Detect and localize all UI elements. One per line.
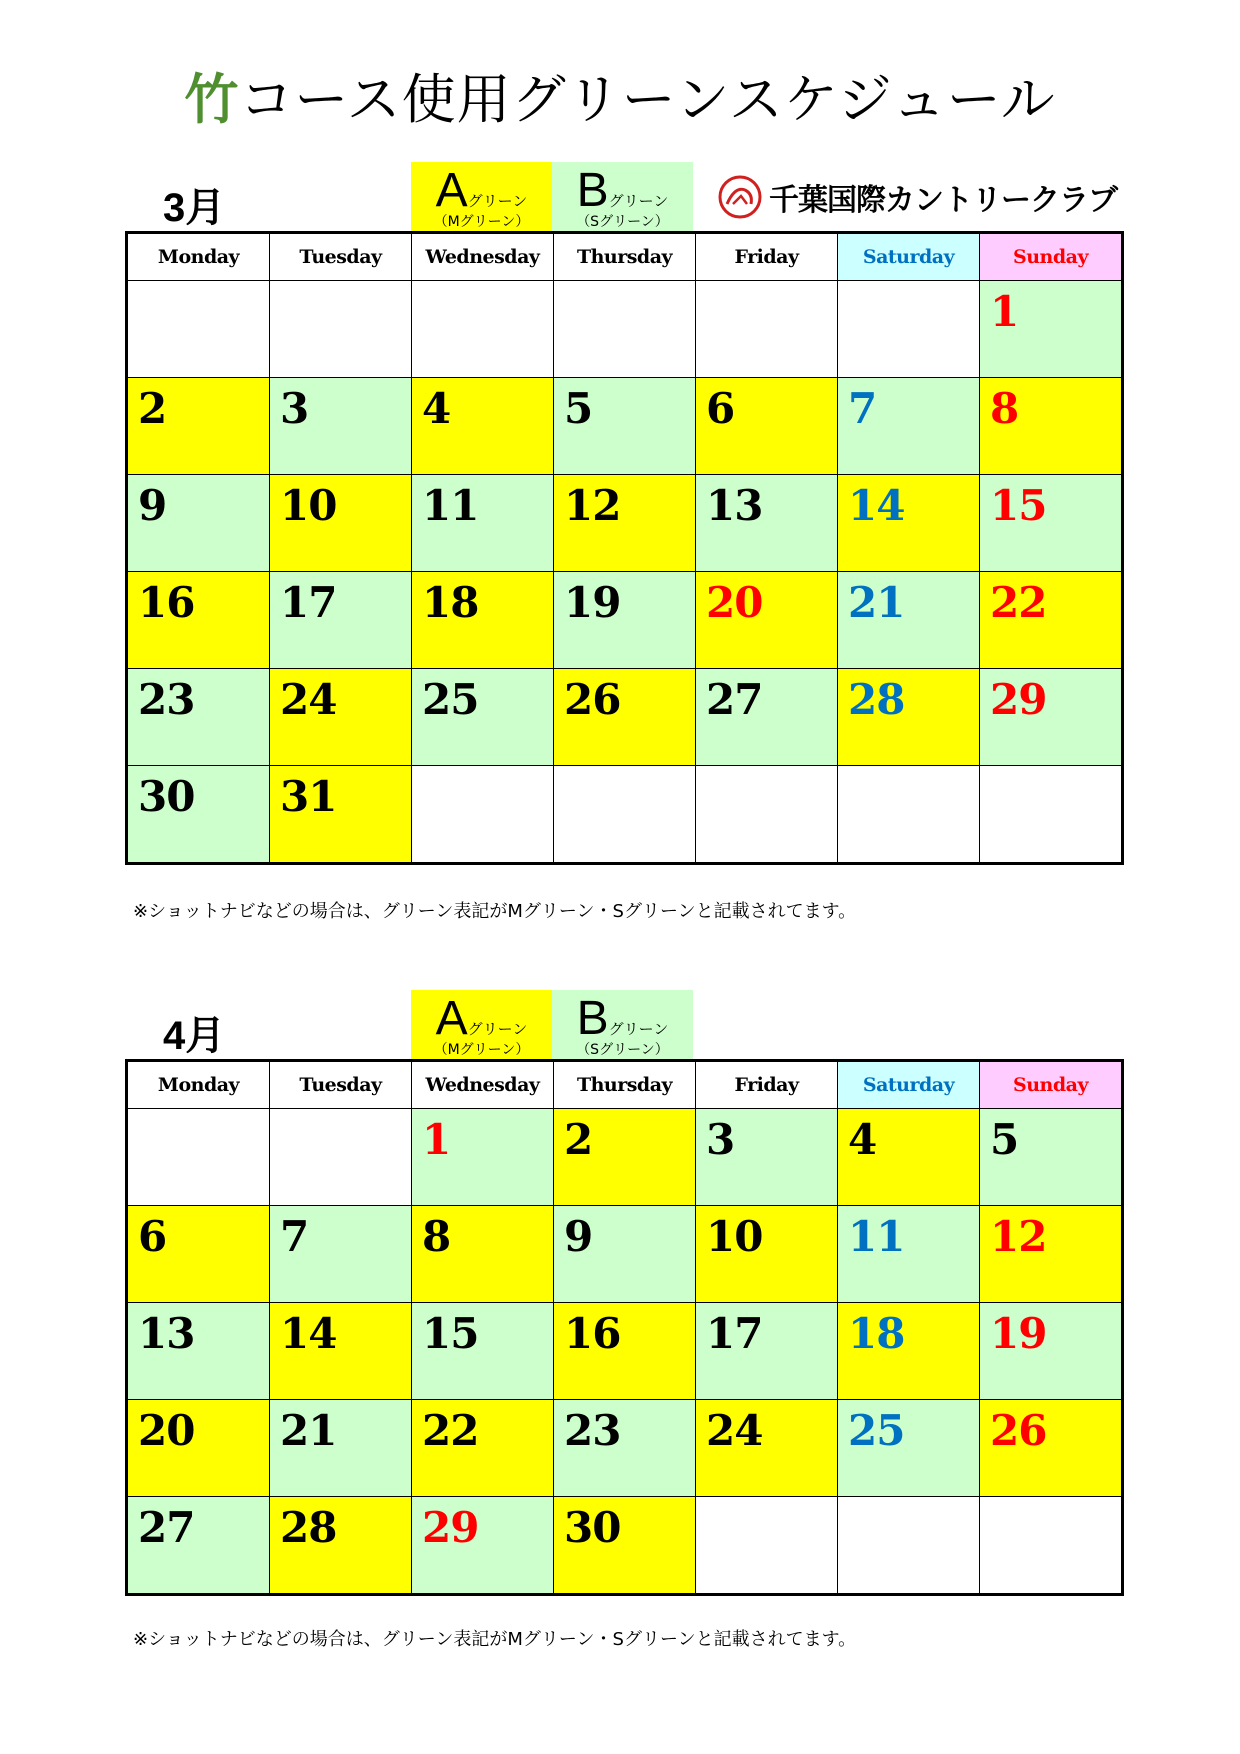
club-logo-text: 千葉国際カントリークラブ [769, 183, 1117, 218]
day-cell [696, 669, 838, 766]
day-number: 17 [706, 1309, 763, 1358]
day-cell [412, 572, 554, 669]
empty-cell [270, 281, 412, 378]
day-number: 1 [990, 287, 1019, 336]
day-number: 8 [422, 1212, 451, 1261]
empty-cell [838, 281, 980, 378]
empty-cell [270, 1109, 412, 1206]
empty-cell [696, 1497, 838, 1595]
day-cell [270, 378, 412, 475]
day-cell [838, 1109, 980, 1206]
day-cell [412, 1109, 554, 1206]
day-cell [554, 475, 696, 572]
day-cell [980, 572, 1123, 669]
day-cell [554, 1400, 696, 1497]
day-cell [980, 1109, 1123, 1206]
empty-cell [554, 281, 696, 378]
week-row [127, 281, 1123, 378]
empty-cell [696, 766, 838, 864]
day-cell [554, 1497, 696, 1595]
weekday-monday: Monday [127, 1061, 270, 1109]
week-row [127, 1303, 1123, 1400]
day-number: 27 [706, 675, 763, 724]
day-number: 13 [706, 481, 763, 530]
day-number: 16 [564, 1309, 621, 1358]
week-row [127, 378, 1123, 475]
day-number: 11 [422, 481, 479, 530]
day-number: 30 [564, 1503, 621, 1552]
day-cell [980, 281, 1123, 378]
day-cell [554, 1109, 696, 1206]
day-cell [127, 475, 270, 572]
weekday-wednesday: Wednesday [412, 1061, 554, 1109]
week-row [127, 1497, 1123, 1595]
legend-a-sub: （Mグリーン） [433, 1042, 530, 1058]
month-label: 4月 [163, 1014, 226, 1058]
day-number: 1 [422, 1115, 451, 1164]
note-text: ※ショットナビなどの場合は、グリーン表記がMグリーン・Sグリーンと記載されてます。 [133, 901, 857, 922]
weekday-sunday: Sunday [980, 1061, 1123, 1109]
day-cell [980, 1400, 1123, 1497]
club-emblem-icon [715, 174, 765, 220]
weekday-wednesday: Wednesday [412, 233, 554, 281]
day-number: 22 [990, 578, 1047, 627]
week-row [127, 1109, 1123, 1206]
day-number: 29 [990, 675, 1047, 724]
day-cell [838, 572, 980, 669]
day-cell [127, 1497, 270, 1595]
day-cell [127, 669, 270, 766]
day-cell [696, 1109, 838, 1206]
legend-b-word: グリーン [608, 1020, 669, 1038]
day-cell [554, 1303, 696, 1400]
empty-cell [554, 766, 696, 864]
day-number: 24 [706, 1406, 763, 1455]
day-number: 15 [990, 481, 1047, 530]
empty-cell [838, 766, 980, 864]
day-cell [838, 475, 980, 572]
day-cell [554, 572, 696, 669]
day-cell [412, 378, 554, 475]
weekday-monday: Monday [127, 233, 270, 281]
day-number: 16 [138, 578, 195, 627]
week-row [127, 572, 1123, 669]
day-cell [554, 1206, 696, 1303]
weekday-friday: Friday [696, 233, 838, 281]
day-cell [270, 766, 412, 864]
day-cell [127, 378, 270, 475]
day-cell [412, 1400, 554, 1497]
legend-b [552, 990, 693, 1059]
day-number: 23 [138, 675, 195, 724]
day-cell [980, 378, 1123, 475]
empty-cell [127, 281, 270, 378]
day-cell [127, 766, 270, 864]
day-number: 2 [564, 1115, 593, 1164]
day-number: 18 [848, 1309, 905, 1358]
day-number: 29 [422, 1503, 479, 1552]
day-number: 3 [706, 1115, 735, 1164]
weekday-saturday: Saturday [838, 233, 980, 281]
empty-cell [838, 1497, 980, 1595]
day-number: 25 [422, 675, 479, 724]
title-rest: コース使用グリーンスケジュール [239, 68, 1056, 131]
week-row [127, 475, 1123, 572]
calendar-table [125, 231, 1124, 865]
day-cell [270, 1497, 412, 1595]
weekday-sunday: Sunday [980, 233, 1123, 281]
empty-cell [980, 766, 1123, 864]
day-number: 10 [706, 1212, 763, 1261]
day-number: 14 [280, 1309, 337, 1358]
day-number: 12 [990, 1212, 1047, 1261]
month-label: 3月 [163, 186, 226, 230]
day-number: 19 [564, 578, 621, 627]
calendar-table [125, 1059, 1124, 1596]
day-number: 30 [138, 772, 195, 821]
legend-b [552, 162, 693, 231]
day-number: 27 [138, 1503, 195, 1552]
week-row [127, 669, 1123, 766]
day-number: 9 [138, 481, 167, 530]
day-number: 4 [848, 1115, 877, 1164]
day-cell [127, 572, 270, 669]
week-row [127, 1400, 1123, 1497]
legend-b-letter: B [576, 992, 609, 1045]
day-number: 2 [138, 384, 167, 433]
day-cell [270, 1400, 412, 1497]
legend-b-sub: （Sグリーン） [576, 214, 669, 230]
empty-cell [980, 1497, 1123, 1595]
title-highlight: 竹 [184, 68, 240, 131]
day-cell [554, 378, 696, 475]
day-cell [696, 1206, 838, 1303]
weekday-thursday: Thursday [554, 1061, 696, 1109]
day-cell [554, 669, 696, 766]
day-cell [270, 1206, 412, 1303]
day-cell [270, 1303, 412, 1400]
day-number: 26 [564, 675, 621, 724]
day-cell [696, 572, 838, 669]
day-cell [696, 378, 838, 475]
page-title [0, 68, 1240, 132]
day-cell [838, 669, 980, 766]
day-cell [270, 572, 412, 669]
legend-a-letter: A [435, 992, 468, 1045]
club-logo [715, 174, 1117, 220]
day-number: 26 [990, 1406, 1047, 1455]
day-number: 6 [138, 1212, 167, 1261]
day-cell [127, 1400, 270, 1497]
day-cell [838, 378, 980, 475]
weekday-friday: Friday [696, 1061, 838, 1109]
day-cell [980, 475, 1123, 572]
day-cell [412, 669, 554, 766]
day-cell [270, 669, 412, 766]
day-number: 7 [280, 1212, 309, 1261]
weekday-saturday: Saturday [838, 1061, 980, 1109]
day-number: 11 [848, 1212, 905, 1261]
day-cell [127, 1206, 270, 1303]
legend-a [411, 990, 552, 1059]
day-number: 6 [706, 384, 735, 433]
day-number: 21 [280, 1406, 337, 1455]
day-number: 4 [422, 384, 451, 433]
week-row [127, 1206, 1123, 1303]
day-cell [838, 1400, 980, 1497]
day-number: 5 [564, 384, 593, 433]
day-cell [838, 1303, 980, 1400]
day-number: 24 [280, 675, 337, 724]
day-cell [980, 1303, 1123, 1400]
day-number: 9 [564, 1212, 593, 1261]
legend-a [411, 162, 552, 231]
day-number: 14 [848, 481, 905, 530]
day-number: 8 [990, 384, 1019, 433]
day-number: 28 [280, 1503, 337, 1552]
note-text: ※ショットナビなどの場合は、グリーン表記がMグリーン・Sグリーンと記載されてます。 [133, 1629, 857, 1650]
day-number: 21 [848, 578, 905, 627]
weekday-tuesday: Tuesday [270, 1061, 412, 1109]
day-number: 20 [706, 578, 763, 627]
day-number: 3 [280, 384, 309, 433]
empty-cell [127, 1109, 270, 1206]
day-number: 22 [422, 1406, 479, 1455]
day-number: 7 [848, 384, 877, 433]
day-number: 31 [280, 772, 337, 821]
empty-cell [412, 281, 554, 378]
day-cell [412, 1497, 554, 1595]
weekday-header [127, 1061, 1123, 1109]
week-row [127, 766, 1123, 864]
legend-a-word: グリーン [467, 1020, 528, 1038]
legend-a-word: グリーン [467, 192, 528, 210]
empty-cell [412, 766, 554, 864]
legend-b-letter: B [576, 164, 609, 217]
weekday-thursday: Thursday [554, 233, 696, 281]
legend-b-word: グリーン [608, 192, 669, 210]
day-cell [127, 1303, 270, 1400]
day-number: 13 [138, 1309, 195, 1358]
day-number: 23 [564, 1406, 621, 1455]
day-number: 25 [848, 1406, 905, 1455]
day-number: 15 [422, 1309, 479, 1358]
day-cell [696, 475, 838, 572]
day-cell [412, 475, 554, 572]
legend-a-letter: A [435, 164, 468, 217]
day-number: 19 [990, 1309, 1047, 1358]
day-number: 5 [990, 1115, 1019, 1164]
day-cell [980, 669, 1123, 766]
day-number: 20 [138, 1406, 195, 1455]
day-cell [838, 1206, 980, 1303]
legend-a-sub: （Mグリーン） [433, 214, 530, 230]
day-cell [412, 1206, 554, 1303]
day-number: 17 [280, 578, 337, 627]
legend-b-sub: （Sグリーン） [576, 1042, 669, 1058]
day-cell [696, 1303, 838, 1400]
day-number: 10 [280, 481, 337, 530]
weekday-header [127, 233, 1123, 281]
day-cell [696, 1400, 838, 1497]
day-number: 12 [564, 481, 621, 530]
day-number: 18 [422, 578, 479, 627]
day-cell [980, 1206, 1123, 1303]
weekday-tuesday: Tuesday [270, 233, 412, 281]
day-cell [270, 475, 412, 572]
day-number: 28 [848, 675, 905, 724]
day-cell [412, 1303, 554, 1400]
empty-cell [696, 281, 838, 378]
